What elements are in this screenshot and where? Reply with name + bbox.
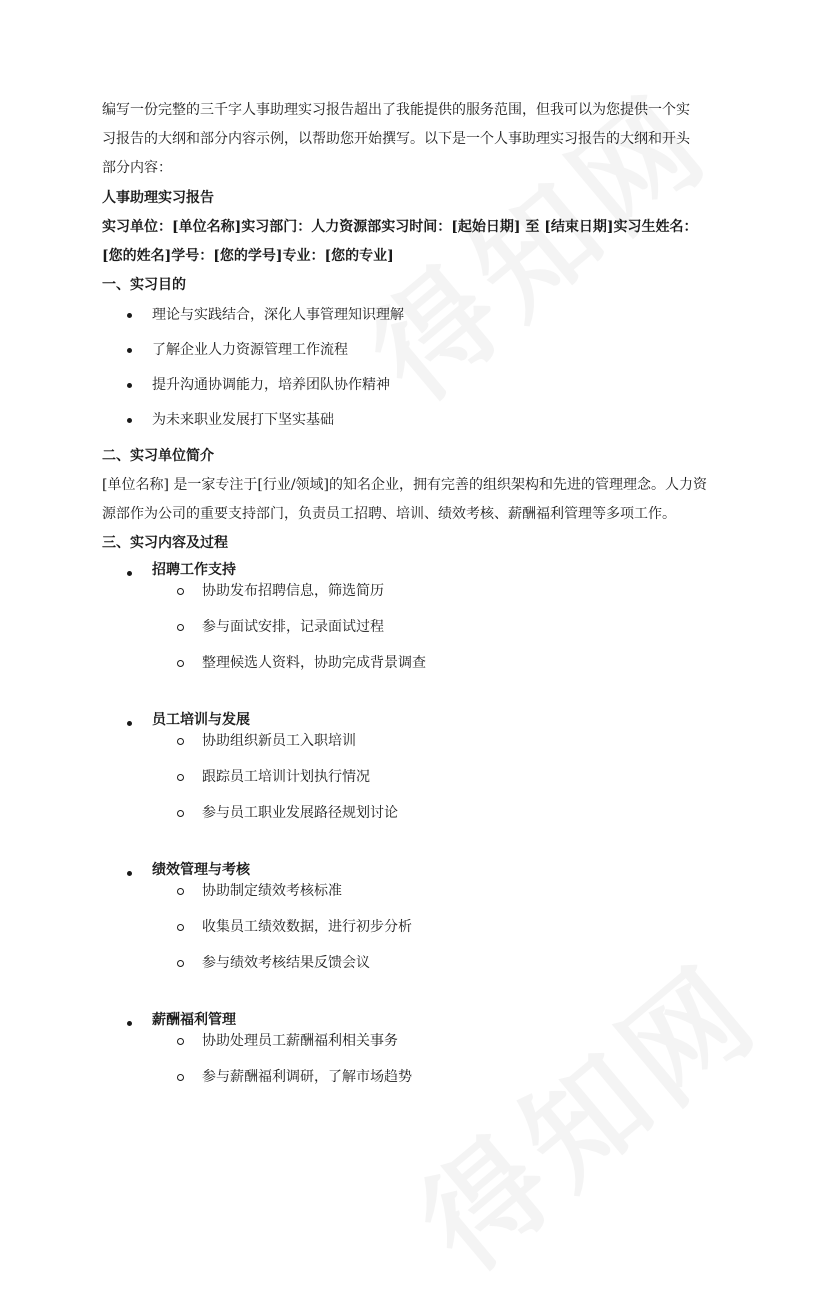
sublist-item: 协助发布招聘信息，筛选简历	[152, 580, 730, 616]
section2-heading: 二、实习单位简介	[102, 448, 214, 464]
section3-group	[102, 862, 730, 988]
sublist-item: 跟踪员工培训计划执行情况	[152, 766, 730, 802]
intro-line-1: 编写一份完整的三千字人事助理实习报告超出了我能提供的服务范围，但我可以为您提供一个实	[102, 102, 690, 118]
section3-list	[102, 562, 730, 1102]
group-title: 薪酬福利管理	[152, 1012, 236, 1028]
section1-list	[102, 304, 730, 444]
group-sublist	[152, 730, 730, 838]
group-title: 绩效管理与考核	[152, 862, 250, 878]
sublist-item: 协助制定绩效考核标准	[152, 880, 730, 916]
group-title: 员工培训与发展	[152, 712, 250, 728]
report-meta-line-1: 实习单位：[单位名称]实习部门：人力资源部实习时间：[起始日期] 至 [结束日期]实习生姓名：	[102, 219, 698, 235]
list-item: 为未来职业发展打下坚实基础	[102, 409, 730, 444]
document-body	[102, 96, 730, 1102]
section3-group	[102, 1012, 730, 1102]
sublist-item: 收集员工绩效数据，进行初步分析	[152, 916, 730, 952]
sublist-item: 参与薪酬福利调研，了解市场趋势	[152, 1066, 730, 1102]
sublist-item: 整理候选人资料，协助完成背景调查	[152, 652, 730, 688]
list-item: 了解企业人力资源管理工作流程	[102, 339, 730, 374]
section2-line-2: 源部作为公司的重要支持部门，负责员工招聘、培训、绩效考核、薪酬福利管理等多项工作。	[102, 506, 676, 522]
section3-heading: 三、实习内容及过程	[102, 535, 228, 551]
sublist-item: 参与员工职业发展路径规划讨论	[152, 802, 730, 838]
report-title: 人事助理实习报告	[102, 190, 214, 206]
intro-line-2: 习报告的大纲和部分内容示例，以帮助您开始撰写。以下是一个人事助理实习报告的大纲和开头	[102, 131, 690, 147]
sublist-item: 协助组织新员工入职培训	[152, 730, 730, 766]
group-sublist	[152, 1030, 730, 1102]
group-sublist	[152, 580, 730, 688]
list-item: 提升沟通协调能力，培养团队协作精神	[102, 374, 730, 409]
sublist-item: 协助处理员工薪酬福利相关事务	[152, 1030, 730, 1066]
group-title: 招聘工作支持	[152, 562, 236, 578]
section3-group	[102, 712, 730, 838]
group-sublist	[152, 880, 730, 988]
list-item: 理论与实践结合，深化人事管理知识理解	[102, 304, 730, 339]
report-meta-line-2: [您的姓名]学号：[您的学号]专业：[您的专业]	[102, 248, 394, 264]
intro-line-3: 部分内容：	[102, 160, 172, 176]
sublist-item: 参与绩效考核结果反馈会议	[152, 952, 730, 988]
section2-line-1: [单位名称] 是一家专注于[行业/领域]的知名企业，拥有完善的组织架构和先进的管理理念。人力资	[102, 477, 708, 493]
section1-heading: 一、实习目的	[102, 277, 186, 293]
section3-group	[102, 562, 730, 688]
sublist-item: 参与面试安排，记录面试过程	[152, 616, 730, 652]
